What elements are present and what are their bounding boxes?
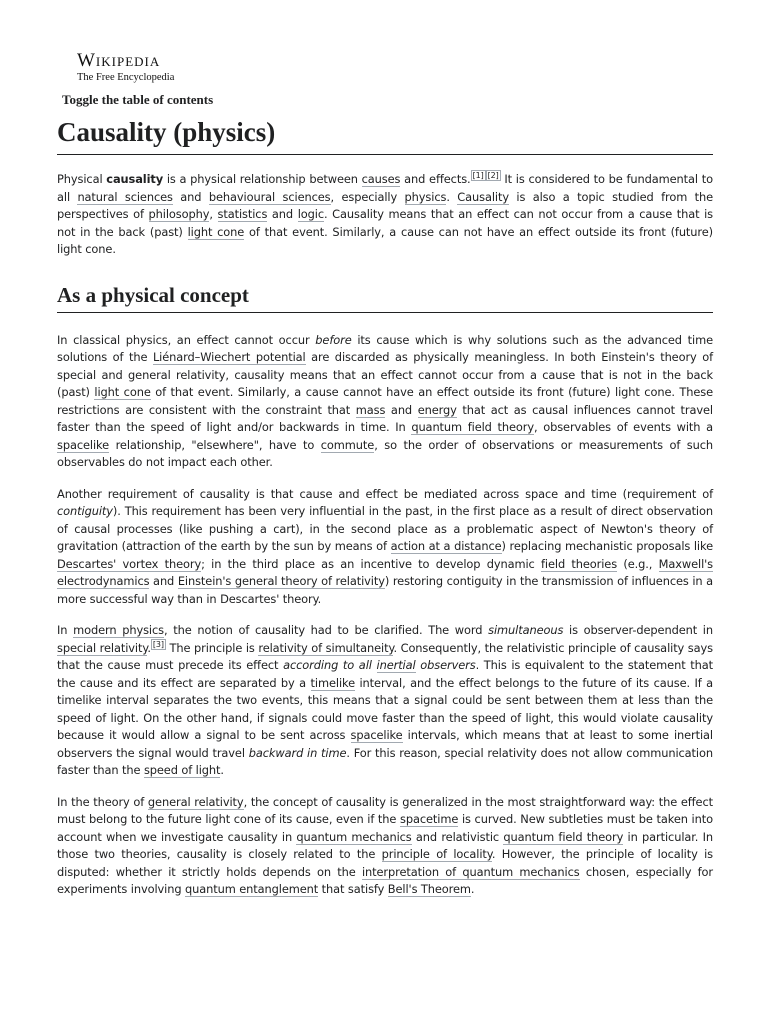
link-quantum-entanglement[interactable]: quantum entanglement [185, 882, 319, 896]
link-lienard-wiechert[interactable]: Liénard–Wiechert potential [152, 350, 306, 364]
link-timelike[interactable]: timelike [310, 675, 356, 690]
paragraph-1: In classical physics, an effect cannot occur before its cause which is why solutions such as the advanced time solutions of the Liénard–Wiechert potential are discarded as physically meaningless. In both Einstein's theory of special and general relativity, causality means that an effect cannot occur from a cause that is not in the back (past) light cone of that event. Similarly, a cause cannot have an effect outside its front (future) light cone. These restrictions are consistent with the constraint that mass and energy that act as causal influences cannot travel faster than the speed of light and/or backwards in time. In quantum field theory, observables of events with a spacelike relationship, "elsewhere", have to commute, so the order of observations or measurements of such observables do not impact each other. [57, 332, 714, 469]
link-physics[interactable]: physics [404, 189, 447, 204]
link-philosophy[interactable]: philosophy [148, 207, 210, 221]
link-relativity-of-simultaneity[interactable]: relativity of simultaneity [258, 640, 394, 655]
link-natural-sciences[interactable]: natural sciences [77, 189, 173, 204]
bold-term: causality [106, 172, 164, 186]
link-field-theories[interactable]: field theories [541, 556, 618, 571]
link-interpretation-of-qm[interactable]: interpretation of quantum mechanics [361, 864, 580, 879]
link-bells-theorem[interactable]: Bell's Theorem [387, 882, 471, 896]
link-spacetime[interactable]: spacetime [400, 812, 459, 826]
link-vortex-theory[interactable]: Descartes' vortex theory [57, 556, 202, 571]
link-spacelike[interactable]: spacelike [350, 728, 403, 742]
ref-2[interactable]: [2] [487, 171, 499, 181]
ref-1[interactable]: [1] [472, 171, 484, 181]
link-general-relativity-einstein[interactable]: Einstein's general theory of relativity [177, 574, 385, 588]
link-action-at-a-distance[interactable]: action at a distance [390, 539, 502, 553]
article-content [57, 114, 713, 899]
lead-paragraph: Physical causality is a physical relationship between causes and effects. [1] [2] It is considered to be fundamental to all natural sciences and behavioural sciences, especially physics. Causality is also a topic studied from the perspectives of philosophy, statistics and logic. Causality means that an effect can not occur from a cause that is not in the back (past) light cone of that event. Similarly, a cause can not have an effect outside its front (future) light cone. [57, 171, 714, 256]
link-special-relativity[interactable]: special relativity [57, 640, 148, 655]
link-commute[interactable]: commute [320, 437, 375, 452]
link-causality[interactable]: Causality [457, 189, 509, 204]
link-general-relativity[interactable]: general relativity [147, 794, 244, 809]
link-behavioural-sciences[interactable]: behavioural sciences [208, 189, 331, 204]
link-light-cone[interactable]: light cone [94, 385, 151, 399]
logo-wordmark: Wikipedia [77, 50, 161, 71]
link-light-cone[interactable]: light cone [187, 224, 245, 239]
ref-3[interactable]: [3] [152, 639, 164, 649]
link-statistics[interactable]: statistics [217, 207, 268, 221]
link-spacelike[interactable]: spacelike [57, 437, 110, 452]
link-mass[interactable]: mass [355, 402, 386, 417]
link-speed-of-light[interactable]: speed of light [143, 763, 221, 777]
link-energy[interactable]: energy [417, 402, 457, 417]
paragraph-2: Another requirement of causality is that cause and effect be mediated across space and time (requirement of contiguity). This requirement has been very influential in the past, in the first place as a result of direct observation of causal processes (like pushing a cart), in the second place as a problematic aspect of Newton's theory of gravitation (attraction of the earth by the sun by means of action at a distance) replacing mechanistic proposals like Descartes' vortex theory; in the third place as an incentive to develop dynamic field theories (e.g., Maxwell's electrodynamics and Einstein's general theory of relativity) restoring contiguity in the transmission of influences in a more successful way than in Descartes' theory. [57, 486, 714, 606]
page-title: Causality (physics) [57, 114, 713, 155]
link-maxwell[interactable]: Maxwell's electrodynamics [57, 556, 713, 588]
link-inertial[interactable]: inertial [376, 658, 416, 672]
link-quantum-field-theory[interactable]: quantum field theory [411, 420, 534, 434]
toggle-toc-button[interactable]: Toggle the table of contents [62, 92, 214, 107]
logo-tagline: The Free Encyclopedia [77, 72, 175, 83]
link-logic[interactable]: logic [297, 207, 324, 221]
paragraph-3: In modern physics, the notion of causality had to be clarified. The word simultaneous is observer-dependent in special relativity. [3] The principle is relativity of simultaneity. Consequently, the relativistic principle of causality says that the cause must precede its effect according to all inertial observers. This is equivalent to the statement that the cause and its effect are separated by a timelike interval, and the effect belongs to the future of its cause. If a timelike interval separates the two events, this means that a signal could be sent between them at less than the speed of light. On the other hand, if signals could move faster than the speed of light, this would violate causality because it would allow a signal to be sent across spacelike intervals, which means that at least to some inertial observers the signal would travel backward in time. For this reason, special relativity does not allow communication faster than the speed of light. [57, 623, 713, 777]
link-principle-of-locality[interactable]: principle of locality [381, 847, 492, 861]
link-causes[interactable]: causes [361, 172, 401, 186]
link-modern-physics[interactable]: modern physics [73, 623, 164, 637]
link-quantum-field-theory[interactable]: quantum field theory [503, 829, 624, 844]
paragraph-4: In the theory of general relativity, the concept of causality is generalized in the most straightforward way: the effect must belong to the future light cone of its cause, even if the spacetime is curved. New subtleties must be taken into account when we investigate causality in quantum mechanics and relativistic quantum field theory in particular. In those two theories, causality is closely related to the principle of locality. However, the principle of locality is disputed: whether it strictly holds depends on the interpretation of quantum mechanics chosen, especially for experiments involving quantum entanglement that satisfy Bell's Theorem. [57, 794, 714, 896]
wikipedia-logo[interactable] [77, 50, 174, 84]
section-heading: As a physical concept [57, 281, 713, 313]
link-quantum-mechanics[interactable]: quantum mechanics [296, 829, 412, 844]
